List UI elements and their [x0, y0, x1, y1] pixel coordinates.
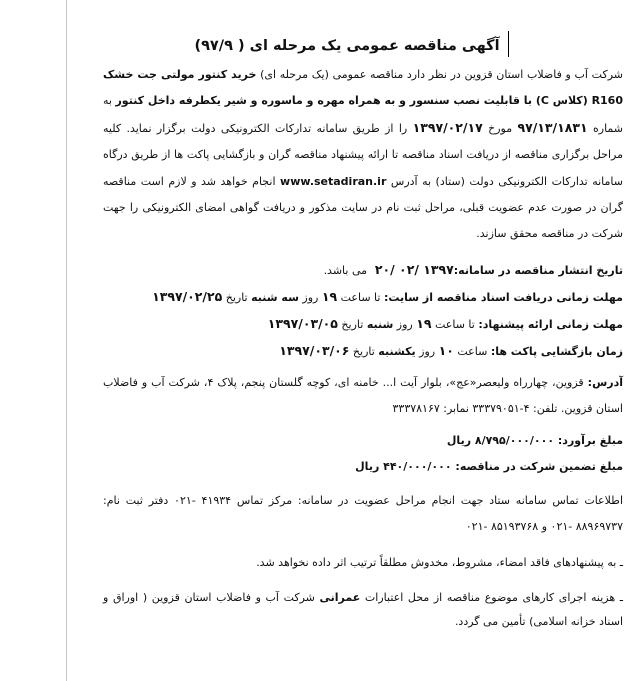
publish-suffix: می باشد. — [323, 263, 371, 277]
receive-deadline-label: مهلت زمانی دریافت اسناد مناقصه از سایت: — [383, 290, 623, 304]
submit-deadline-row — [103, 316, 623, 332]
opening-hour: ۱۰ — [438, 342, 454, 358]
publish-row — [103, 262, 623, 278]
opening-label: زمان بازگشایی پاکت ها: — [490, 344, 623, 358]
note-funding-text-1: ـ هزینه اجرای کارهای موضوع مناقصه از محل اعتبارات — [360, 590, 623, 604]
address-row — [103, 370, 623, 422]
tender-number: ۹۷/۱۳/۱۸۳۱ — [517, 119, 588, 135]
address-text: قزوین، چهارراه ولیعصر«عج»، بلوار آیت ا... خامنه ای، کوچه گلستان پنجم، پلاک ۴، شرکت آب و فاضلاب استان قزوین. تلفن: ۴-۳۳۳۷۹۰۵۱ نمابر: ۳۳۳۷۸۱۶۷ — [103, 375, 623, 415]
guarantee-value: ۴۴۰/۰۰۰/۰۰۰ ریال — [355, 459, 456, 473]
opening-text-1: ساعت — [453, 344, 491, 358]
publish-label: تاریخ انتشار مناقصه در سامانه: — [453, 263, 623, 277]
estimate-row — [103, 433, 623, 448]
page-title: آگهی مناقصه عمومی یک مرحله ای ( ۹۷/۹) — [194, 38, 500, 54]
intro-text-1: شرکت آب و فاضلاب استان قزوین در نظر دارد مناقصه عمومی (یک مرحله ای) — [256, 68, 623, 81]
submit-deadline-label: مهلت زمانی ارائه پیشنهاد: — [478, 317, 623, 331]
contact-info: اطلاعات تماس سامانه ستاد جهت انجام مراحل عضویت در سامانه: مرکز تماس ۴۱۹۳۴ -۰۲۱ دفتر ثبت نام: ۸۸۹۶۹۷۳۷ -۰۲۱ و ۸۵۱۹۳۷۶۸ -۰۲۱ — [103, 493, 623, 533]
receive-text-3: تاریخ — [222, 290, 252, 304]
publish-date: ۲۰/ ۰۲/ ۱۳۹۷ — [370, 261, 454, 277]
opening-date: ۱۳۹۷/۰۳/۰۶ — [279, 342, 350, 358]
note-funding-bold: عمرانی — [319, 590, 361, 604]
document-page — [66, 0, 640, 681]
submit-text-3: تاریخ — [337, 317, 367, 331]
intro-text-2: به شماره — [103, 94, 624, 135]
estimate-value: ۸/۷۹۵/۰۰۰/۰۰۰ ریال — [446, 433, 558, 447]
text-cursor — [508, 31, 509, 57]
guarantee-label: مبلغ تضمین شرکت در مناقصه: — [455, 459, 623, 473]
estimate-label: مبلغ برآورد: — [557, 433, 623, 447]
intro-text-3: مورخ — [482, 121, 518, 135]
submit-text-2: روز — [393, 317, 417, 331]
opening-row — [103, 343, 623, 359]
receive-text-1: تا ساعت — [337, 290, 384, 304]
intro-text-5: انجام خواهد شد و لازم است مناقصه گران در صورت عدم عضویت قبلی، مراحل ثبت نام در سایت مذکور و دریافت گواهی امضای الکترونیکی را جهت شرکت در مناقصه محقق سازند. — [103, 174, 623, 241]
intro-text-4: را از طریق سامانه تدارکات الکترونیکی دولت برگزار نماید. کلیه مراحل برگزاری مناقصه از دریافت اسناد مناقصه تا ارائه پیشنهاد مناقصه گران و بازگشایی پاکت ها از طریق درگاه سامانه تدارکات الکترونیکی دولت (ستاد) به آدرس — [103, 121, 623, 188]
submit-text-1: تا ساعت — [431, 317, 479, 331]
document-body — [103, 62, 623, 645]
tender-subject: خرید کنتور مولتی جت خشک R160 (کلاس C) با قابلیت نصب سنسور و به همراه مهره و ماسوره و شیر یکطرفه داخل کنتور — [103, 68, 623, 108]
receive-text-2: روز — [298, 290, 322, 304]
submit-date: ۱۳۹۷/۰۳/۰۵ — [267, 315, 338, 331]
receive-deadline-row — [103, 289, 623, 305]
note-funding — [103, 586, 623, 634]
opening-text-2: روز — [415, 344, 439, 358]
address-label: آدرس: — [587, 375, 623, 389]
intro-paragraph — [103, 62, 623, 248]
submit-hour: ۱۹ — [416, 315, 432, 331]
note-funding-text-2: شرکت آب و فاضلاب استان قزوین ( اوراق و اسناد خزانه اسلامی) تأمین می گردد. — [103, 590, 623, 628]
note-signature: ـ به پیشنهادهای فاقد امضاء، مشروط، مخدوش مطلقاً ترتیب اثر داده نخواهد شد. — [256, 555, 623, 569]
opening-text-3: تاریخ — [349, 344, 379, 358]
guarantee-row — [103, 459, 623, 474]
submit-day: شنبه — [366, 317, 394, 331]
receive-date: ۱۳۹۷/۰۲/۲۵ — [152, 288, 223, 304]
tender-date: ۱۳۹۷/۰۲/۱۷ — [412, 119, 483, 135]
receive-hour: ۱۹ — [321, 288, 338, 304]
setad-url[interactable]: www.setadiran.ir — [280, 174, 387, 188]
receive-day: سه شنبه — [251, 290, 299, 304]
opening-day: یکشنبه — [378, 344, 416, 358]
